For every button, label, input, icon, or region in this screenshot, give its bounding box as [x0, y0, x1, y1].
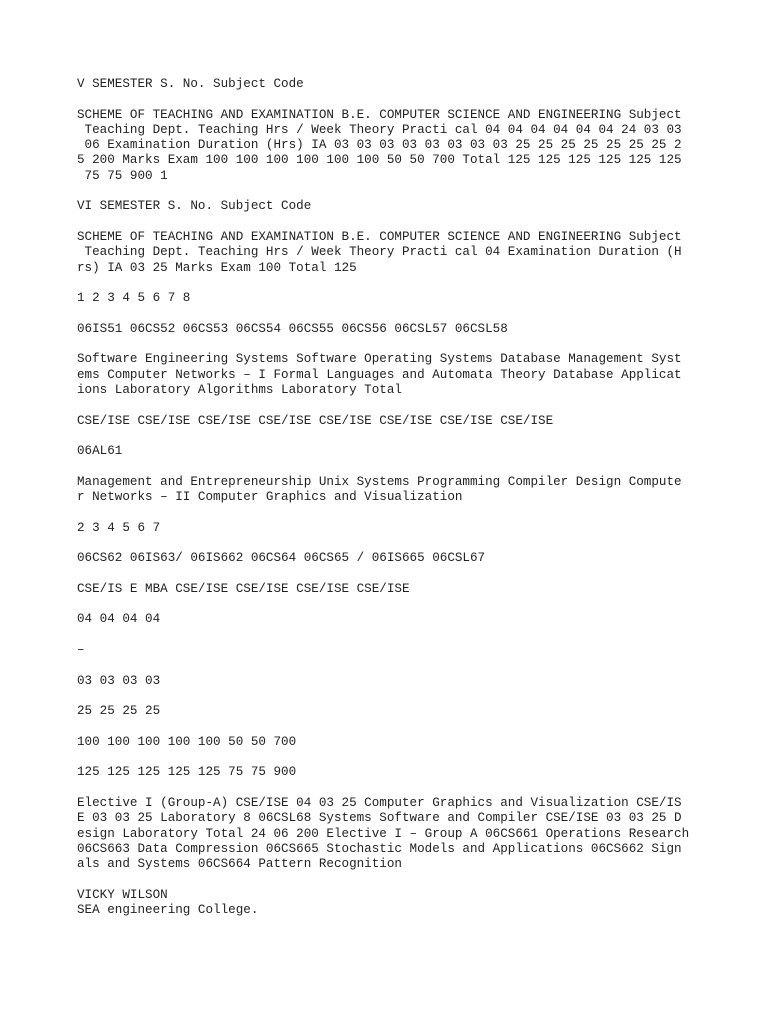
subject-code-vi-first: 06AL61 [77, 444, 123, 459]
subject-codes-v: 06IS51 06CS52 06CS53 06CS54 06CS55 06CS56 06CSL57 06CSL58 [77, 321, 508, 336]
serial-numbers-v: 1 2 3 4 5 6 7 8 [77, 291, 191, 306]
vi-semester-scheme-text: SCHEME OF TEACHING AND EXAMINATION B.E. COMPUTER SCIENCE AND ENGINEERING Subject Teaching Dept. Teaching Hrs / Week Theory Practi cal 04 Examination Duration (H rs) IA 03 25 Marks Exam 100 Total 125 [77, 229, 682, 275]
teaching-depts-vi: CSE/IS E MBA CSE/ISE CSE/ISE CSE/ISE CSE/ISE [77, 581, 410, 596]
signature-block [77, 888, 708, 919]
author-name: VICKY WILSON [77, 887, 168, 902]
subject-titles-v: Software Engineering Systems Software Operating Systems Database Management Syst ems Computer Networks – I Formal Languages and Automata Theory Database Applicat ions Laboratory Algorithms Laboratory Total [77, 352, 682, 397]
exam-marks-values: 100 100 100 100 100 50 50 700 [77, 734, 297, 749]
serial-numbers-vi: 2 3 4 5 6 7 [77, 520, 161, 535]
v-semester-heading: V SEMESTER S. No. Subject Code [77, 77, 304, 91]
exam-duration-values: 03 03 03 03 [77, 673, 161, 688]
subject-titles-vi: Management and Entrepreneurship Unix Systems Programming Compiler Design Compute r Networks – II Computer Graphics and Visualization [77, 474, 682, 505]
v-semester-scheme-text: SCHEME OF TEACHING AND EXAMINATION B.E. COMPUTER SCIENCE AND ENGINEERING Subject Teaching Dept. Teaching Hrs / Week Theory Practi cal 04 04 04 04 04 04 24 03 03 06 Examination Duration (Hrs) IA 03 03 03 03 03 03 03 03 25 25 25 25 25 25 25 2 5 200 Marks Exam 100 100 100 100 100 100 50 50 700 Total 125 125 125 125 125 125 75 75 900 1 [77, 107, 682, 183]
total-marks-values: 125 125 125 125 125 75 75 900 [77, 765, 297, 780]
dash-separator: – [77, 642, 85, 657]
college-name: SEA engineering College. [77, 903, 259, 918]
theory-hours: 04 04 04 04 [77, 612, 161, 627]
ia-marks-values: 25 25 25 25 [77, 704, 161, 719]
elective-details: Elective I (Group-A) CSE/ISE 04 03 25 Computer Graphics and Visualization CSE/IS E 03 03 25 Laboratory 8 06CSL68 Systems Software and Compiler CSE/ISE 03 03 25 D esign Laboratory Total 24 06 200 Elective I – Group A 06CS661 Operations Research 06CS663 Data Compression 06CS665 Stochastic Models and Applications 06CS662 Sign als and Systems 06CS664 Pattern Recognition [77, 795, 690, 872]
vi-semester-heading: VI SEMESTER S. No. Subject Code [77, 199, 312, 214]
subject-codes-vi: 06CS62 06IS63/ 06IS662 06CS64 06CS65 / 06IS665 06CSL67 [77, 551, 486, 566]
teaching-depts-v: CSE/ISE CSE/ISE CSE/ISE CSE/ISE CSE/ISE CSE/ISE CSE/ISE CSE/ISE [77, 413, 554, 428]
